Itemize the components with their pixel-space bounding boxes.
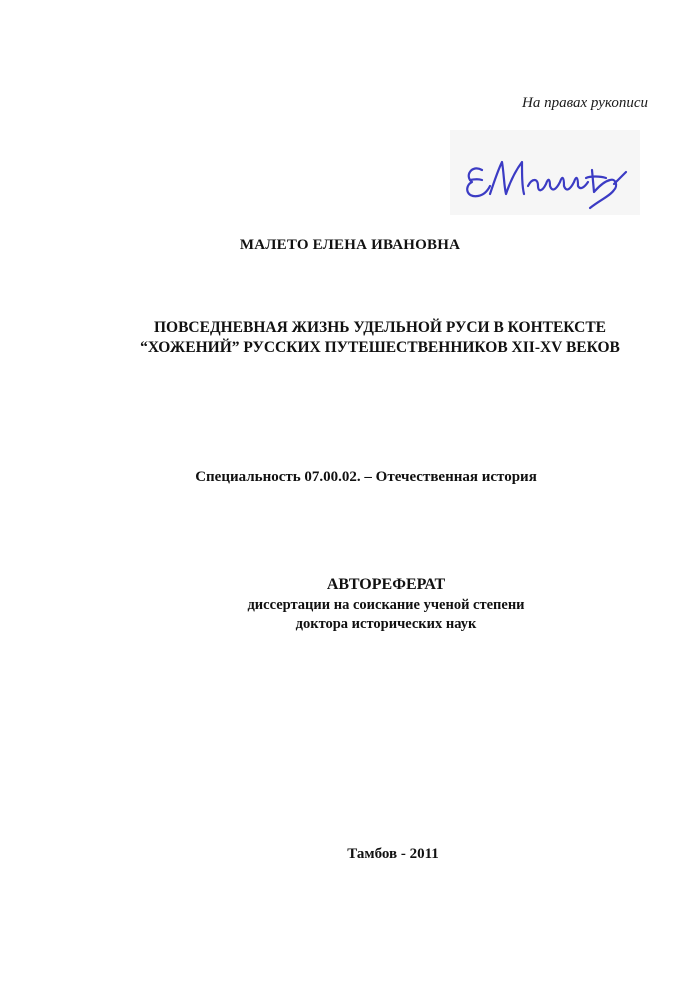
title-line-1: ПОВСЕДНЕВНАЯ ЖИЗНЬ УДЕЛЬНОЙ РУСИ В КОНТЕКСТЕ — [153, 319, 607, 336]
signature-image — [450, 130, 640, 215]
rights-note: На правах рукописи — [522, 95, 648, 111]
dissertation-title — [0, 318, 700, 358]
title-line-2: “ХОЖЕНИЙ” РУССКИХ ПУТЕШЕСТВЕННИКОВ XII-XV ВЕКОВ — [140, 339, 620, 356]
abstract-block — [0, 574, 700, 634]
author-signature — [450, 130, 640, 215]
specialty-line: Специальность 07.00.02. – Отечественная история — [195, 469, 537, 485]
author-name: МАЛЕТО ЕЛЕНА ИВАНОВНА — [239, 237, 461, 253]
abstract-subtitle-2: доктора исторических наук — [295, 616, 477, 632]
city-year: Тамбов - 2011 — [347, 846, 439, 862]
abstract-heading: АВТОРЕФЕРАТ — [326, 576, 446, 593]
abstract-subtitle-1: диссертации на соискание ученой степени — [247, 597, 525, 613]
